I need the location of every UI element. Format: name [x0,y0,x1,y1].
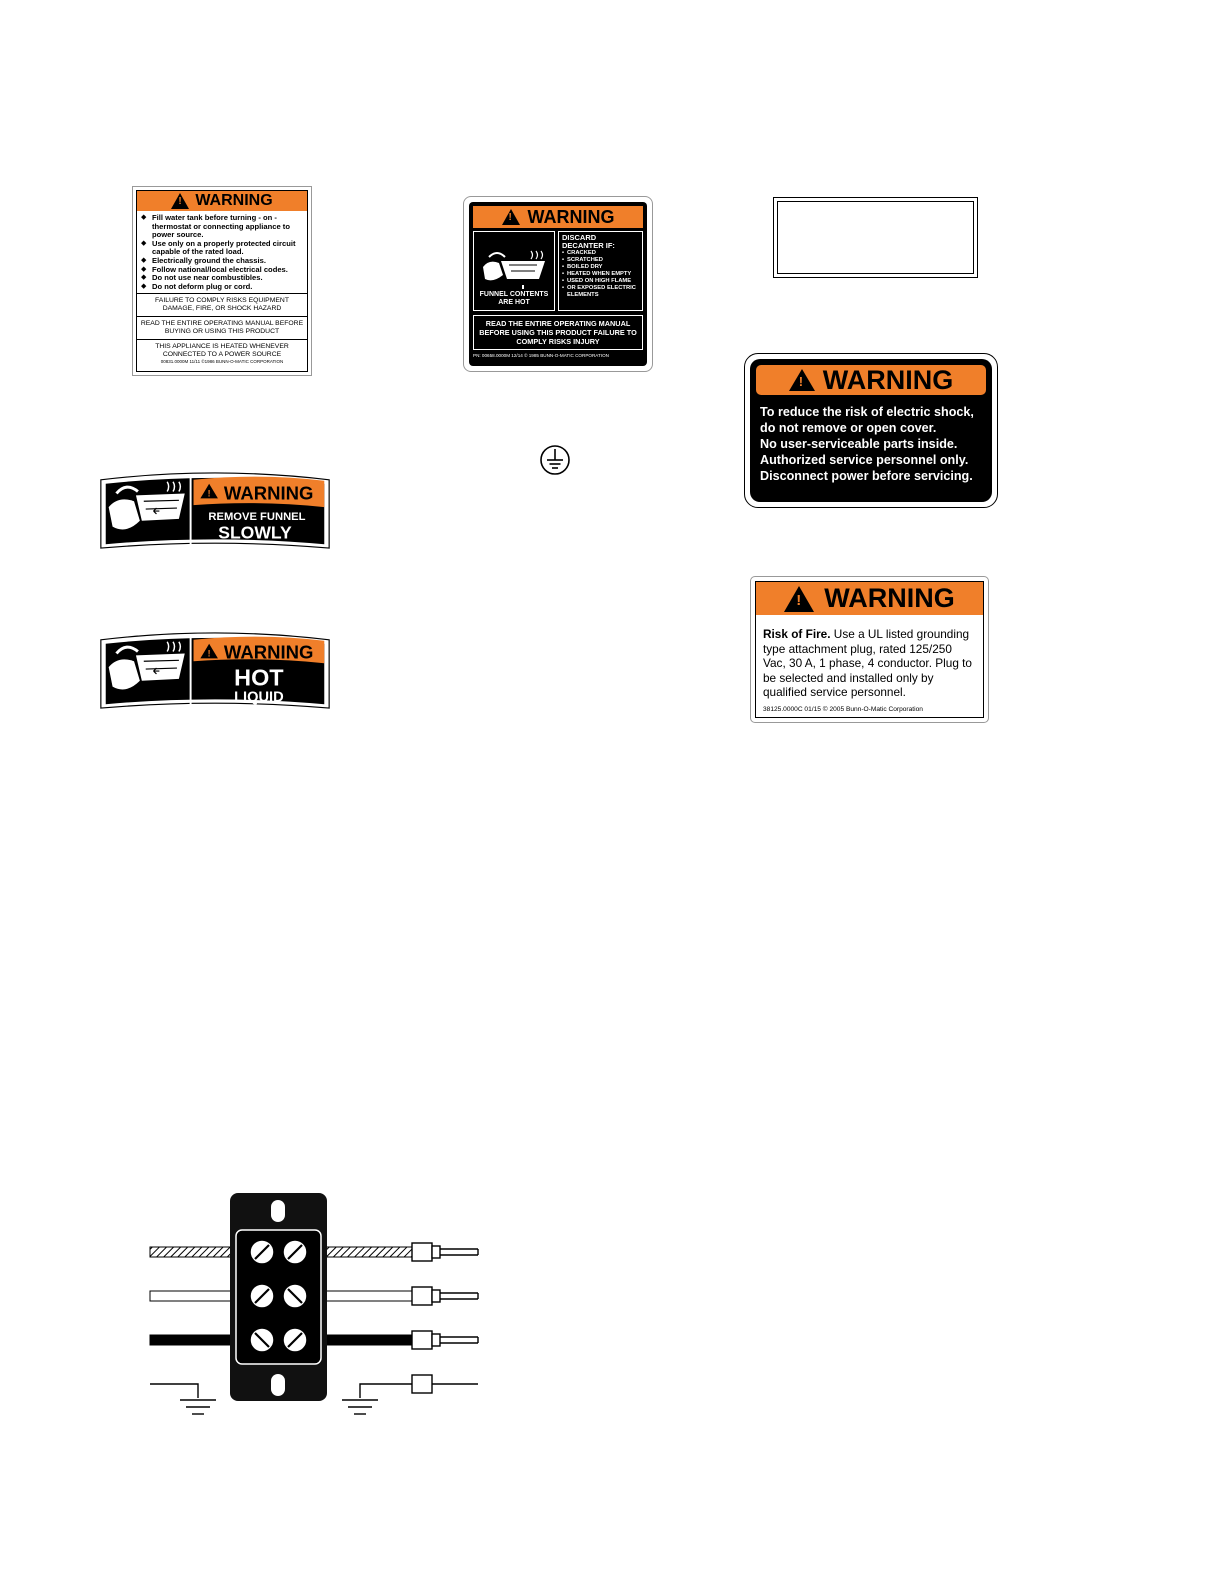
bullet-item: ◆ Electrically ground the chassis. [141,257,303,266]
label-title: WARNING [223,482,314,504]
condition-item: • HEATED WHEN EMPTY [562,271,639,278]
ground-wire-left [150,1247,235,1257]
label-header [756,365,986,395]
warning-label-remove-funnel [96,472,334,552]
bullet-item: ◆ Follow national/local electrical codes. [141,266,303,275]
label-title: WARNING [223,641,314,663]
fire-lead: Risk of Fire. [763,627,831,641]
bullet-item: ◆ Use only on a properly protected circuit capable of the rated load. [141,240,303,257]
remove-funnel-text: REMOVE FUNNEL [208,510,306,523]
warning-label-electric-shock [744,353,998,508]
svg-text:!: ! [207,488,211,499]
blank-label-frame [773,197,978,278]
part-number: 38125.0000C 01/15 © 2005 Bunn-O-Matic Corporation [763,705,923,713]
label-header [137,191,307,211]
shock-line: do not remove or open cover. [760,421,937,435]
bullet-item: ◆ Do not use near combustibles. [141,274,303,283]
terminal-block-diagram [140,1188,490,1433]
discard-title: DISCARD DECANTER IF: [562,233,615,250]
hot-wire-right [322,1335,412,1345]
slowly-text: SLOWLY [218,522,292,543]
liquid-text: LIQUID [234,689,284,706]
label-title: WARNING [527,206,615,227]
shock-line: Disconnect power before servicing. [760,469,973,483]
shock-line: To reduce the risk of electric shock, [760,405,974,419]
label-header [756,582,983,615]
condition-item: • USED ON HIGH FLAME [562,278,639,285]
warning-label-hot-liquid [96,632,334,712]
warning-triangle-icon [171,193,189,209]
decanter-panel [558,231,643,311]
shock-text [756,395,986,484]
label-title: WARNING [822,364,954,395]
condition-item: • CRACKED [562,250,639,257]
fire-text [756,615,983,700]
warning-triangle-icon [784,586,814,612]
manual-notice: READ THE ENTIRE OPERATING MANUAL BEFORE BUYING OR USING THIS PRODUCT [137,317,307,340]
bullet-list [137,211,307,294]
condition-item: • BOILED DRY [562,264,639,271]
hand-funnel-icon [479,249,549,291]
warning-label-decanter [463,196,653,372]
warning-triangle-icon [789,369,815,391]
shock-line: No user-serviceable parts inside. [760,437,958,451]
bullet-item: ◆ Do not deform plug or cord. [141,283,303,292]
condition-item: • OR EXPOSED ELECTRIC ELEMENTS [562,285,639,299]
ground-wire-right [322,1247,412,1257]
manual-notice: READ THE ENTIRE OPERATING MANUAL BEFORE USING THIS PRODUCT FAILURE TO COMPLY RISKS INJURY [473,315,643,350]
bullet-item: ◆ Fill water tank before turning - on - thermostat or connecting appliance to power source. [141,214,303,240]
label-title: WARNING [824,583,955,613]
label-title: WARNING [195,192,273,209]
svg-text:!: ! [207,648,211,659]
warning-triangle-icon [502,209,520,225]
hot-text: HOT [234,664,284,691]
part-number: PN: 00658.0000M 12/14 © 1985 BUNN-O-MATIC CORPORATION [473,353,609,358]
funnel-panel [473,231,555,311]
part-number: 00831.0000M 11/11 ©1986 BUNN-O-MATIC CORPORATION [160,359,284,365]
condition-item: • SCRATCHED [562,257,639,264]
shock-line: Authorized service personnel only. [760,453,969,467]
failure-notice: FAILURE TO COMPLY RISKS EQUIPMENT DAMAGE, FIRE, OR SHOCK HAZARD [137,294,307,317]
label-header [473,206,643,228]
hot-wire-left [150,1335,235,1345]
neutral-wire-left [150,1291,235,1301]
neutral-wire-right [322,1291,412,1301]
heated-notice [137,340,307,368]
funnel-caption: FUNNEL CONTENTS ARE HOT [479,291,549,306]
warning-label-risk-of-fire [750,576,989,723]
heated-text: THIS APPLIANCE IS HEATED WHENEVER CONNECTED TO A POWER SOURCE [155,343,289,359]
warning-label-fill-tank [132,186,312,376]
ground-symbol-icon [539,444,571,476]
fire-body: Use a UL listed grounding type attachment plug, rated 125/250 Vac, 30 A, 1 phase, 4 conductor. Plug to be selected and installed only by qualified service personnel. [763,627,972,700]
